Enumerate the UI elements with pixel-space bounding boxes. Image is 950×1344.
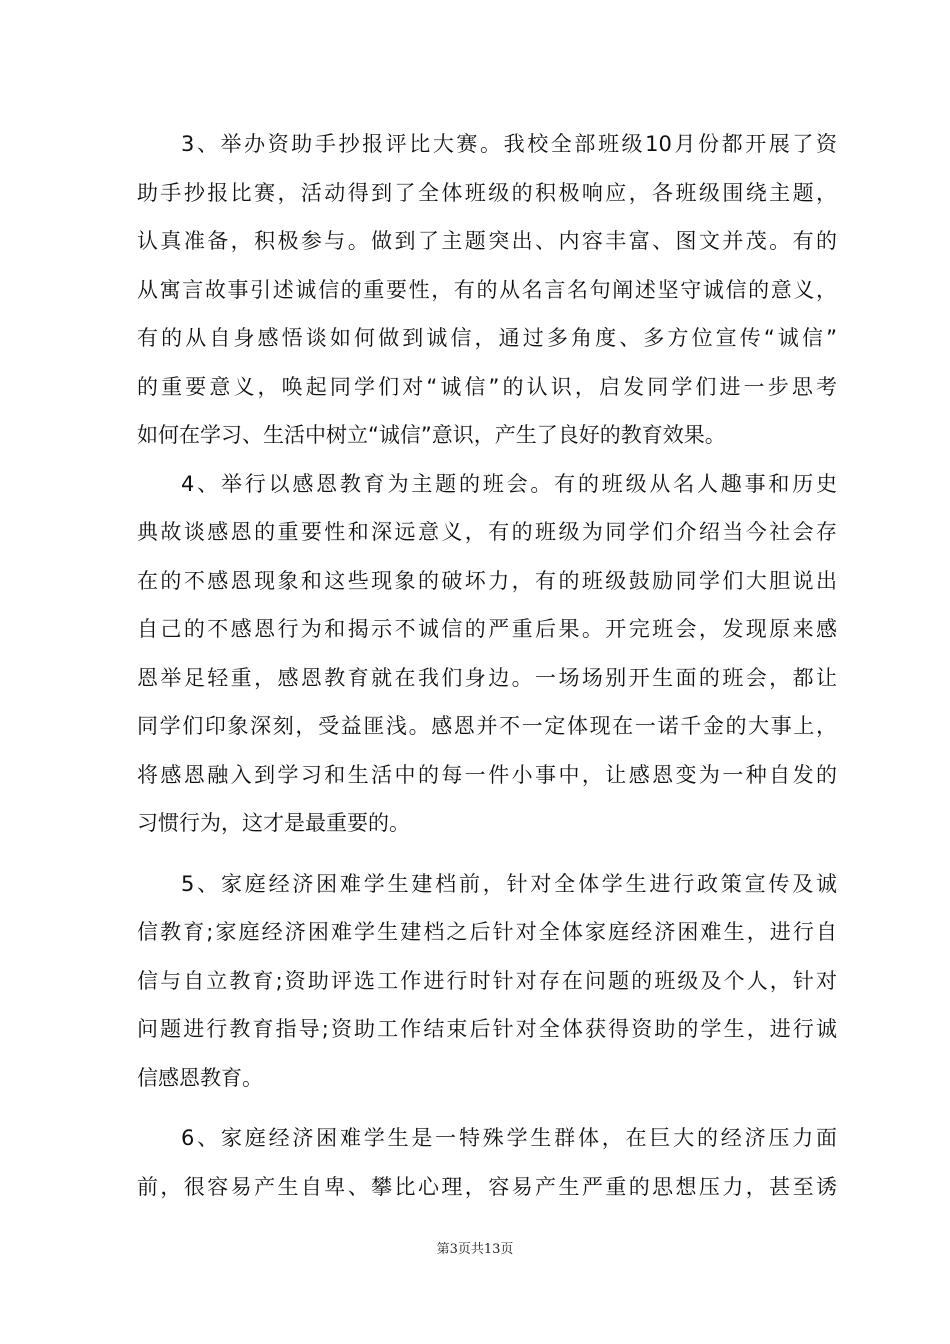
text-line: 3、举办资助手抄报评比大赛。我校全部班级10月份都开展了资 <box>181 132 837 156</box>
text-line: 典故谈感恩的重要性和深远意义，有的班级为同学们介绍当今社会存 <box>137 520 837 544</box>
text-line: 在的不感恩现象和这些现象的破坏力，有的班级鼓励同学们大胆说出 <box>137 568 837 593</box>
text-line: 信感恩教育。 <box>137 1065 263 1090</box>
text-line: 前，很容易产生自卑、攀比心理，容易产生严重的思想压力，甚至诱 <box>137 1174 837 1199</box>
text-line: 认真准备，积极参与。做到了主题突出、内容丰富、图文并茂。有的 <box>137 229 837 253</box>
text-line: 自己的不感恩行为和揭示不诚信的严重后果。开完班会，发现原来感 <box>137 617 837 641</box>
text-line: 5、家庭经济困难学生建档前，针对全体学生进行政策宣传及诚 <box>181 871 837 896</box>
document-body <box>137 120 837 1211</box>
paragraph-6 <box>137 1114 837 1211</box>
text-line: 如何在学习、生活中树立“诚信”意识，产生了良好的教育效果。 <box>137 423 726 447</box>
text-line: 恩举足轻重，感恩教育就在我们身边。一场场别开生面的班会，都让 <box>137 665 837 690</box>
text-line: 同学们印象深刻，受益匪浅。感恩并不一定体现在一诺千金的大事上， <box>137 714 837 738</box>
text-line: 信与自立教育;资助评选工作进行时针对存在问题的班级及个人，针对 <box>137 968 837 993</box>
text-line: 有的从自身感悟谈如何做到诚信，通过多角度、多方位宣传“诚信” <box>137 326 837 350</box>
text-line: 习惯行为，这才是最重要的。 <box>137 811 410 835</box>
text-line: 4、举行以感恩教育为主题的班会。有的班级从名人趣事和历史 <box>181 471 837 496</box>
page-number-footer: 第3页共13页 <box>436 1242 514 1257</box>
paragraph-4 <box>137 460 837 848</box>
text-line: 信教育;家庭经济困难学生建档之后针对全体家庭经济困难生，进行自 <box>137 920 837 944</box>
text-line: 将感恩融入到学习和生活中的每一件小事中，让感恩变为一种自发的 <box>137 762 837 787</box>
text-line: 问题进行教育指导;资助工作结束后针对全体获得资助的学生，进行诚 <box>137 1017 837 1041</box>
text-line: 助手抄报比赛，活动得到了全体班级的积极响应，各班级围绕主题， <box>137 180 837 205</box>
paragraph-3 <box>137 120 837 460</box>
text-line: 的重要意义，唤起同学们对“诚信”的认识，启发同学们进一步思考 <box>137 374 837 399</box>
paragraph-5 <box>137 860 837 1103</box>
text-line: 6、家庭经济困难学生是一特殊学生群体，在巨大的经济压力面 <box>181 1126 837 1150</box>
text-line: 从寓言故事引述诚信的重要性，有的从名言名句阐述坚守诚信的意义， <box>137 277 837 302</box>
